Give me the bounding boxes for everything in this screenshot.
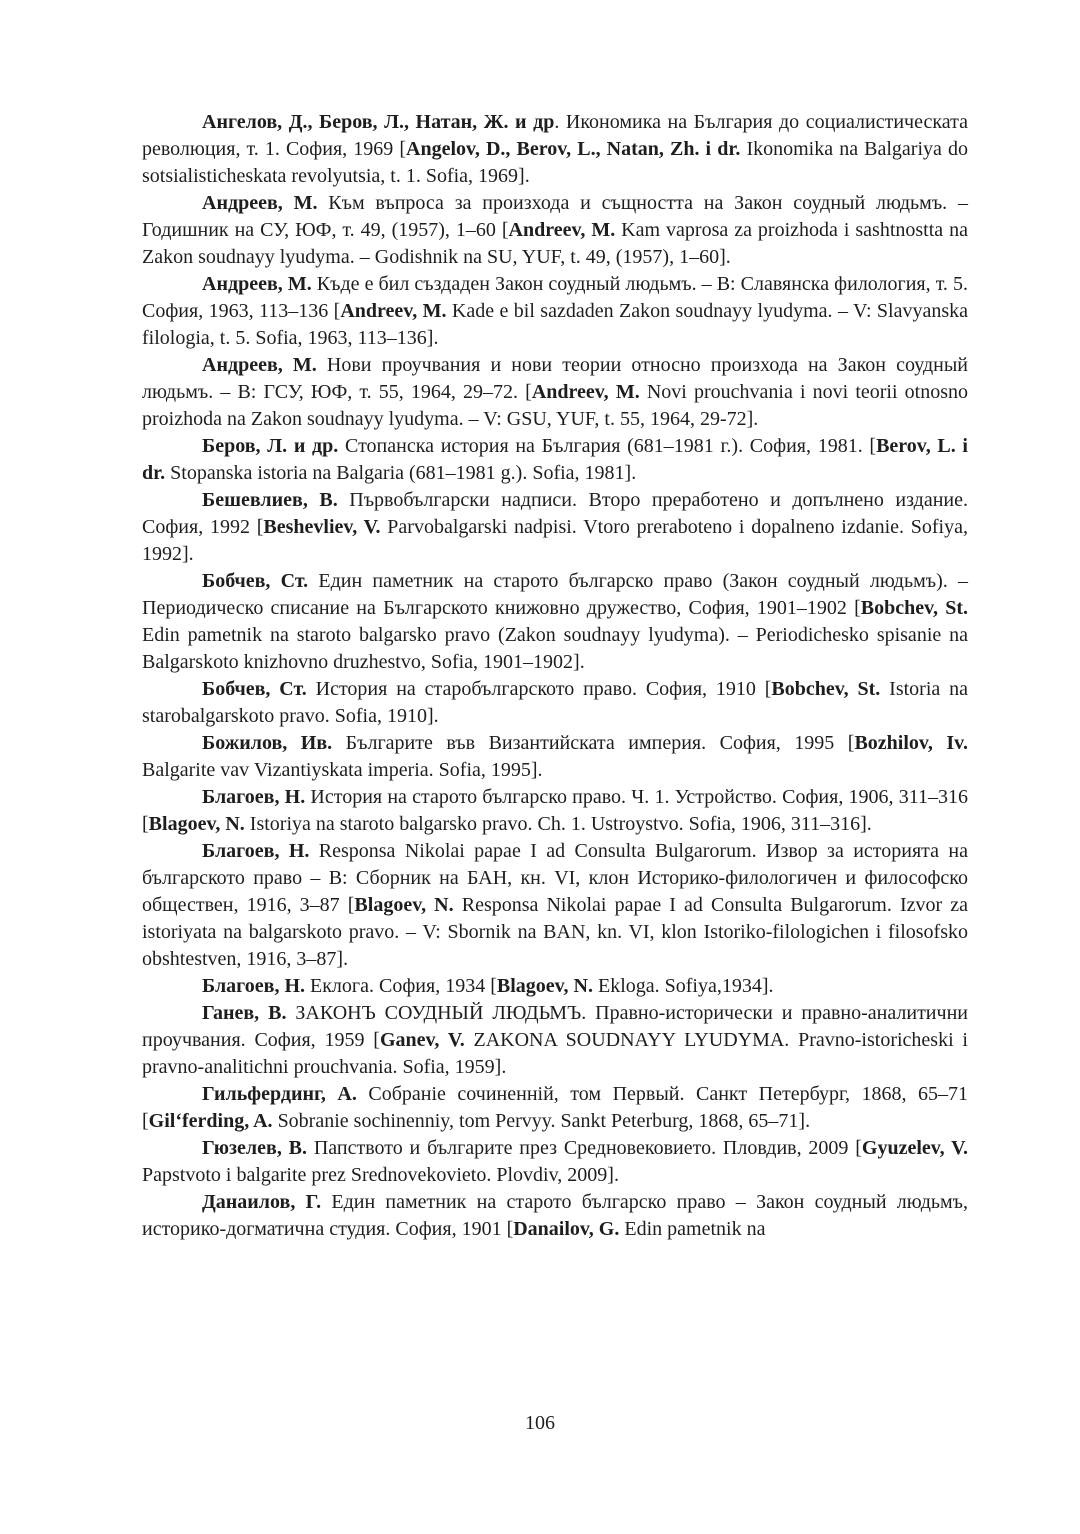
reference-entry (142, 271, 968, 352)
reference-author: Ангелов, Д., Беров, Л., Натан, Ж. и др (202, 111, 555, 133)
reference-text: Balgarite vav Vizantiyskata imperia. Sofia, 1995]. (142, 759, 543, 781)
reference-text: История на старото българско право. Ч. 1. Устройство. София, 1906, 311–316 [ (142, 786, 969, 835)
reference-text: Стопанска история на България (681–1981 г.). София, 1981. [ (338, 435, 877, 457)
reference-entry (142, 352, 968, 433)
reference-text: Kam vaprosa za proizhoda i sashtnostta na Zakon soudnayy lyudyma. – Godishnik na SU, YUF, t. 49, (1957), 1–60]. (142, 219, 968, 268)
reference-author: Беров, Л. и др. (202, 435, 339, 457)
reference-entry (142, 784, 968, 838)
reference-text: Istoria na starobalgarskoto pravo. Sofia, 1910]. (142, 678, 968, 727)
reference-text: Към въпроса за произхода и същността на Закон соудный людьмъ. – Годишник на СУ, ЮФ, т. 49, (1957), 1–60 [ (142, 192, 968, 241)
reference-author: Андреев, М. (202, 273, 312, 295)
reference-entry (142, 1000, 968, 1081)
reference-text: ZAKONA SOUDNAYY LYUDYMA. Pravno-istoricheski i pravno-analitichni prouchvania. Sofia, 1959]. (142, 1029, 968, 1078)
reference-author: Ganev, V. (379, 1029, 465, 1051)
reference-text: ЗАКОНЪ СОУДНЫЙ ЛЮДЬМЪ. Правно-исторически и правно-аналитични проучвания. София, 1959 [ (142, 1002, 968, 1051)
reference-text: Edin pametnik na staroto balgarsko pravo (Zakon soudnayy lyudyma). – Periodichesko spisanie na Balgarskoto knizhovno druzhestvo, Sofia, 1901–1902]. (142, 624, 968, 673)
reference-text: Istoriya na staroto balgarsko pravo. Ch. 1. Ustroystvo. Sofia, 1906, 311–316]. (244, 813, 872, 835)
reference-author: Андреев, М. (202, 192, 318, 214)
reference-entry (142, 973, 968, 1000)
reference-text: Папството и българите през Средновековието. Пловдив, 2009 [ (307, 1137, 862, 1159)
reference-text: Къде е бил създаден Закон соудный людьмъ. – В: Славянска филология, т. 5. София, 1963, 113–136 [ (142, 273, 968, 322)
reference-author: Andreev, M. (531, 381, 640, 403)
reference-text: Edin pametnik na (619, 1218, 766, 1240)
reference-entry (142, 433, 968, 487)
reference-text: Ekloga. Sofiya,1934]. (592, 975, 774, 997)
reference-text: Българите във Византийската империя. София, 1995 [ (332, 732, 855, 754)
reference-author: Благоев, Н. (202, 840, 310, 862)
reference-text: Ikonomika na Balgariya do sotsialisticheskata revolyutsia, t. 1. Sofia, 1969]. (142, 138, 968, 187)
reference-author: Ганев, В. (202, 1002, 287, 1024)
reference-text: Един паметник на старото българско право – Закон соудный людьмъ, историко-догматична студия. София, 1901 [ (142, 1191, 968, 1240)
reference-author: Гильфердинг, А. (202, 1083, 357, 1105)
reference-author: Bobchev, St. (860, 597, 968, 619)
reference-author: Андреев, М. (202, 354, 317, 376)
reference-author: Gyuzelev, V. (861, 1137, 968, 1159)
reference-entry (142, 1189, 968, 1243)
reference-entry (142, 1081, 968, 1135)
reference-text: Responsa Nikolai papae I ad Consulta Bulgarorum. Izvor za istoriyata na balgarskoto pravo. – V: Sbornik na BAN, kn. VI, klon Istoriko-filologichen i filosofsko obshtestven, 1916, 3–87]. (142, 894, 968, 970)
reference-author: Andreev, M. (508, 219, 616, 241)
reference-author: Angelov, D., Berov, L., Natan, Zh. i dr. (406, 138, 741, 160)
reference-author: Blagoev, N. (496, 975, 593, 997)
reference-author: Благоев, Н. (202, 786, 306, 808)
reference-entry (142, 1135, 968, 1189)
reference-text: Един паметник на старото българско право (Закон соудный людьмъ). – Периодическо списание на Българското книжовно дружество, София, 1901–1902 [ (142, 570, 968, 619)
reference-author: Благоев, Н. (202, 975, 305, 997)
reference-author: Bobchev, St. (771, 678, 881, 700)
reference-entry (142, 838, 968, 973)
reference-text: Нови проучвания и нови теории относно произхода на Закон соудный людьмъ. – В: ГСУ, ЮФ, т. 55, 1964, 29–72. [ (142, 354, 968, 403)
reference-author: Danailov, G. (513, 1218, 620, 1240)
reference-entry (142, 676, 968, 730)
reference-text: . Икономика на България до социалистическата революция, т. 1. София, 1969 [ (142, 111, 968, 160)
reference-author: Blagoev, N. (354, 894, 454, 916)
reference-text: Собранie сочиненнiй, том Первый. Санкт Петербург, 1868, 65–71 [ (142, 1083, 969, 1132)
reference-text: История на старобългарското право. София, 1910 [ (306, 678, 772, 700)
reference-author: Beshevliev, V. (263, 516, 381, 538)
reference-author: Божилов, Ив. (202, 732, 333, 754)
reference-entry (142, 190, 968, 271)
page-number: 106 (525, 1412, 555, 1434)
reference-entry (142, 109, 968, 190)
reference-author: Данаилов, Г. (202, 1191, 322, 1213)
reference-author: Бобчев, Ст. (202, 570, 309, 592)
reference-author: Berov, L. i dr. (142, 435, 968, 484)
reference-text: Stopanska istoria na Balgaria (681–1981 g.). Sofia, 1981]. (165, 462, 637, 484)
reference-author: Бешевлиев, В. (202, 489, 338, 511)
reference-text: Novi prouchvania i novi teorii otnosno proizhoda na Zakon soudnayy lyudyma. – V: GSU, YUF, t. 55, 1964, 29-72]. (142, 381, 969, 430)
reference-author: Бобчев, Ст. (202, 678, 307, 700)
reference-author: Гюзелев, В. (202, 1137, 307, 1159)
reference-text: Responsa Nikolai papae I ad Consulta Bulgarorum. Извор за историята на българското право – В: Сборник на БАН, кн. VI, клон Историко-филологичен и философско обществен, 1916, 3–87 [ (142, 840, 968, 916)
reference-text: Първобългарски надписи. Второ преработено и допълнено издание. София, 1992 [ (142, 489, 968, 538)
reference-text: Parvobalgarski nadpisi. Vtoro preraboteno i dopalneno izdanie. Sofiya, 1992]. (142, 516, 968, 565)
reference-text: Kade e bil sazdaden Zakon soudnayy lyudyma. – V: Slavyanska filologia, t. 5. Sofia, 1963, 113–136]. (142, 300, 968, 349)
reference-text: Sobranie sochinenniy, tom Pervyy. Sankt Peterburg, 1868, 65–71]. (272, 1110, 811, 1132)
reference-entry (142, 730, 968, 784)
reference-entry (142, 487, 968, 568)
reference-text: Еклога. София, 1934 [ (305, 975, 497, 997)
reference-author: Andreev, M. (340, 300, 447, 322)
reference-list (142, 109, 968, 1243)
reference-text: Papstvoto i balgarite prez Srednovekovieto. Plovdiv, 2009]. (142, 1164, 619, 1186)
reference-author: Gil‘ferding, A. (148, 1110, 273, 1132)
reference-author: Blagoev, N. (148, 813, 245, 835)
reference-entry (142, 568, 968, 676)
reference-author: Bozhilov, Iv. (854, 732, 968, 754)
